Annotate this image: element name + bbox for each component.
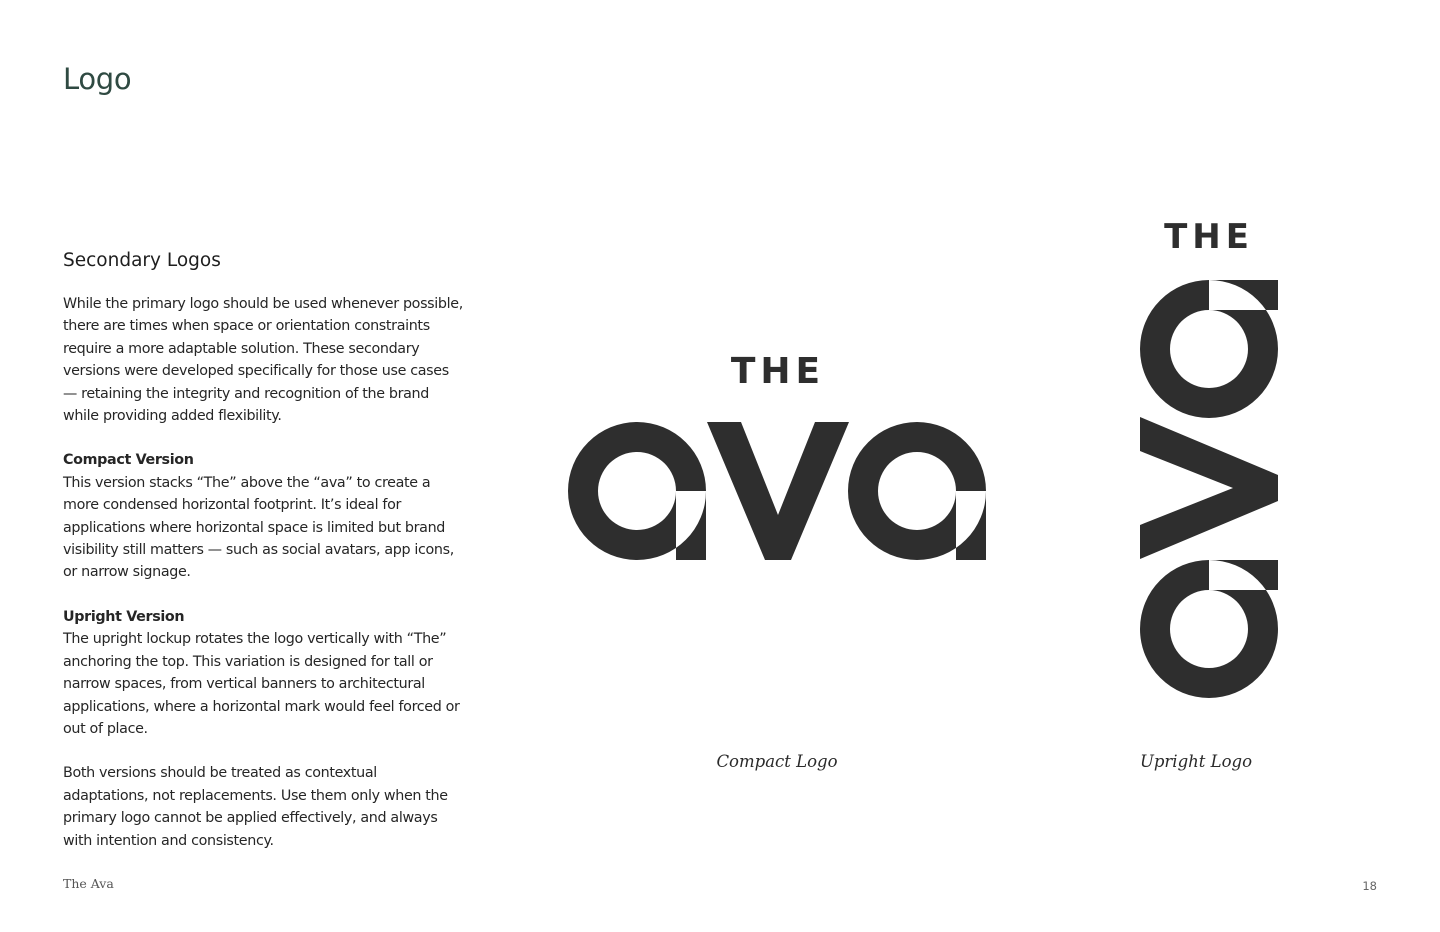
upright-version-title: Upright Version xyxy=(63,608,185,625)
upright-logo-letter-a2 xyxy=(1140,280,1278,418)
upright-version-block xyxy=(63,606,463,740)
intro-paragraph: While the primary logo should be used whenever possible, there are times when space or orientation constraints require a more adaptable solution. These secondary versions were developed specifically for those use cases — retaining the integrity and recognition of the brand while providing added flexibility. xyxy=(63,296,463,425)
compact-logo-caption: Compact Logo xyxy=(716,752,838,771)
compact-logo xyxy=(568,350,988,566)
compact-logo-mark xyxy=(568,350,988,562)
closing-paragraph: Both versions should be treated as contextual adaptations, not replacements. Use them only when the primary logo cannot be applied effectively, and always with intention and consistency. xyxy=(63,765,448,849)
compact-logo-letter-v xyxy=(707,422,849,560)
upright-logo-ava xyxy=(1140,280,1278,698)
upright-version-body: The upright lockup rotates the logo vertically with “The” anchoring the top. This variation is designed for tall or narrow spaces, from vertical banners to architectural applications, where a horizontal mark would feel forced or out of place. xyxy=(63,631,460,737)
upright-logo-caption: Upright Logo xyxy=(1139,752,1253,771)
upright-logo-letter-v xyxy=(1140,417,1278,559)
page-number: 18 xyxy=(1362,879,1377,893)
page-title: Logo xyxy=(63,62,132,96)
upright-logo-letter-a1 xyxy=(1140,560,1278,698)
compact-version-body: This version stacks “The” above the “ava” to create a more condensed horizontal footprint. It’s ideal for applications where horizontal space is limited but brand visibility still matters — such as social avatars, app icons, or narrow signage. xyxy=(63,474,454,581)
footer-brand: The Ava xyxy=(63,876,114,891)
upright-logo-the: THE xyxy=(1164,220,1254,257)
section-heading: Secondary Logos xyxy=(63,250,221,271)
compact-version-block xyxy=(63,449,463,583)
compact-logo-the: THE xyxy=(730,351,826,392)
compact-logo-letter-a1 xyxy=(568,422,706,560)
upright-logo-mark xyxy=(1138,220,1280,698)
secondary-logos-section xyxy=(63,250,463,874)
compact-logo-letter-a2 xyxy=(848,422,986,560)
upright-logo xyxy=(1138,220,1280,702)
compact-logo-ava xyxy=(568,422,986,560)
compact-version-title: Compact Version xyxy=(63,452,194,469)
